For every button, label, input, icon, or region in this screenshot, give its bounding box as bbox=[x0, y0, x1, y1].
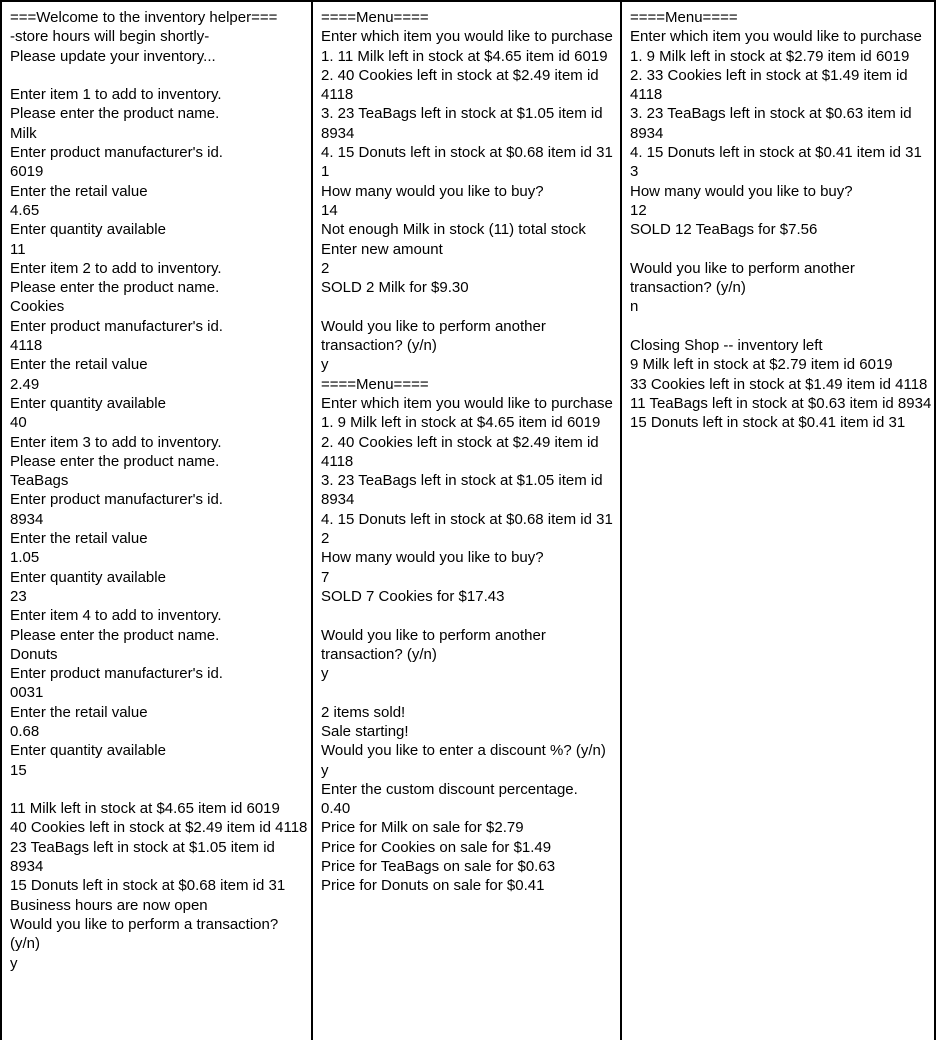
console-output-setup: ===Welcome to the inventory helper=== -store hours will begin shortly- Please update your inventory... Enter item 1 to add to inventory. Please enter the product name. Milk Enter product manufacturer's id. 6019 Enter the retail value 4.65 Enter quantity available 11 Enter item 2 to add to inventory. Please enter the product name. Cookies Enter product manufacturer's id. 4118 Enter the retail value 2.49 Enter quantity available 40 Enter item 3 to add to inventory. Please enter the product name. TeaBags Enter product manufacturer's id. 8934 Enter the retail value 1.05 Enter quantity available 23 Enter item 4 to add to inventory. Please enter the product name. Donuts Enter product manufacturer's id. 0031 Enter the retail value 0.68 Enter quantity available 15 11 Milk left in stock at $4.65 item id 6019 40 Cookies left in stock at $2.49 item id 4118 23 TeaBags left in stock at $1.05 item id 8934 15 Donuts left in stock at $0.68 item id 31 Business hours are now open Would you like to perform a transaction? (y/n) y bbox=[10, 9, 308, 972]
console-output-closing: ====Menu==== Enter which item you would like to purchase 1. 9 Milk left in stock at $2.79 item id 6019 2. 33 Cookies left in stock at $1.49 item id 4118 3. 23 TeaBags left in stock at $0.63 item id 8934 4. 15 Donuts left in stock at $0.41 item id 31 3 How many would you like to buy? 12 SOLD 12 TeaBags for $7.56 Would you like to perform another transaction? (y/n) n Closing Shop -- inventory left 9 Milk left in stock at $2.79 item id 6019 33 Cookies left in stock at $1.49 item id 4118 11 TeaBags left in stock at $0.63 item id 8934 15 Donuts left in stock at $0.41 item id 31 bbox=[630, 9, 932, 432]
console-column-transactions bbox=[311, 2, 620, 1040]
console-column-setup bbox=[2, 2, 311, 1040]
console-output-transactions: ====Menu==== Enter which item you would like to purchase 1. 11 Milk left in stock at $4.65 item id 6019 2. 40 Cookies left in stock at $2.49 item id 4118 3. 23 TeaBags left in stock at $1.05 item id 8934 4. 15 Donuts left in stock at $0.68 item id 31 1 How many would you like to buy? 14 Not enough Milk in stock (11) total stock Enter new amount 2 SOLD 2 Milk for $9.30 Would you like to perform another transaction? (y/n) y ====Menu==== Enter which item you would like to purchase 1. 9 Milk left in stock at $4.65 item id 6019 2. 40 Cookies left in stock at $2.49 item id 4118 3. 23 TeaBags left in stock at $1.05 item id 8934 4. 15 Donuts left in stock at $0.68 item id 31 2 How many would you like to buy? 7 SOLD 7 Cookies for $17.43 Would you like to perform another transaction? (y/n) y 2 items sold! Sale starting! Would you like to enter a discount %? (y/n) y Enter the custom discount percentage. 0.40 Price for Milk on sale for $2.79 Price for Cookies on sale for $1.49 Price for TeaBags on sale for $0.63 Price for Donuts on sale for $0.41 bbox=[321, 9, 613, 895]
console-column-closing bbox=[620, 2, 934, 1040]
